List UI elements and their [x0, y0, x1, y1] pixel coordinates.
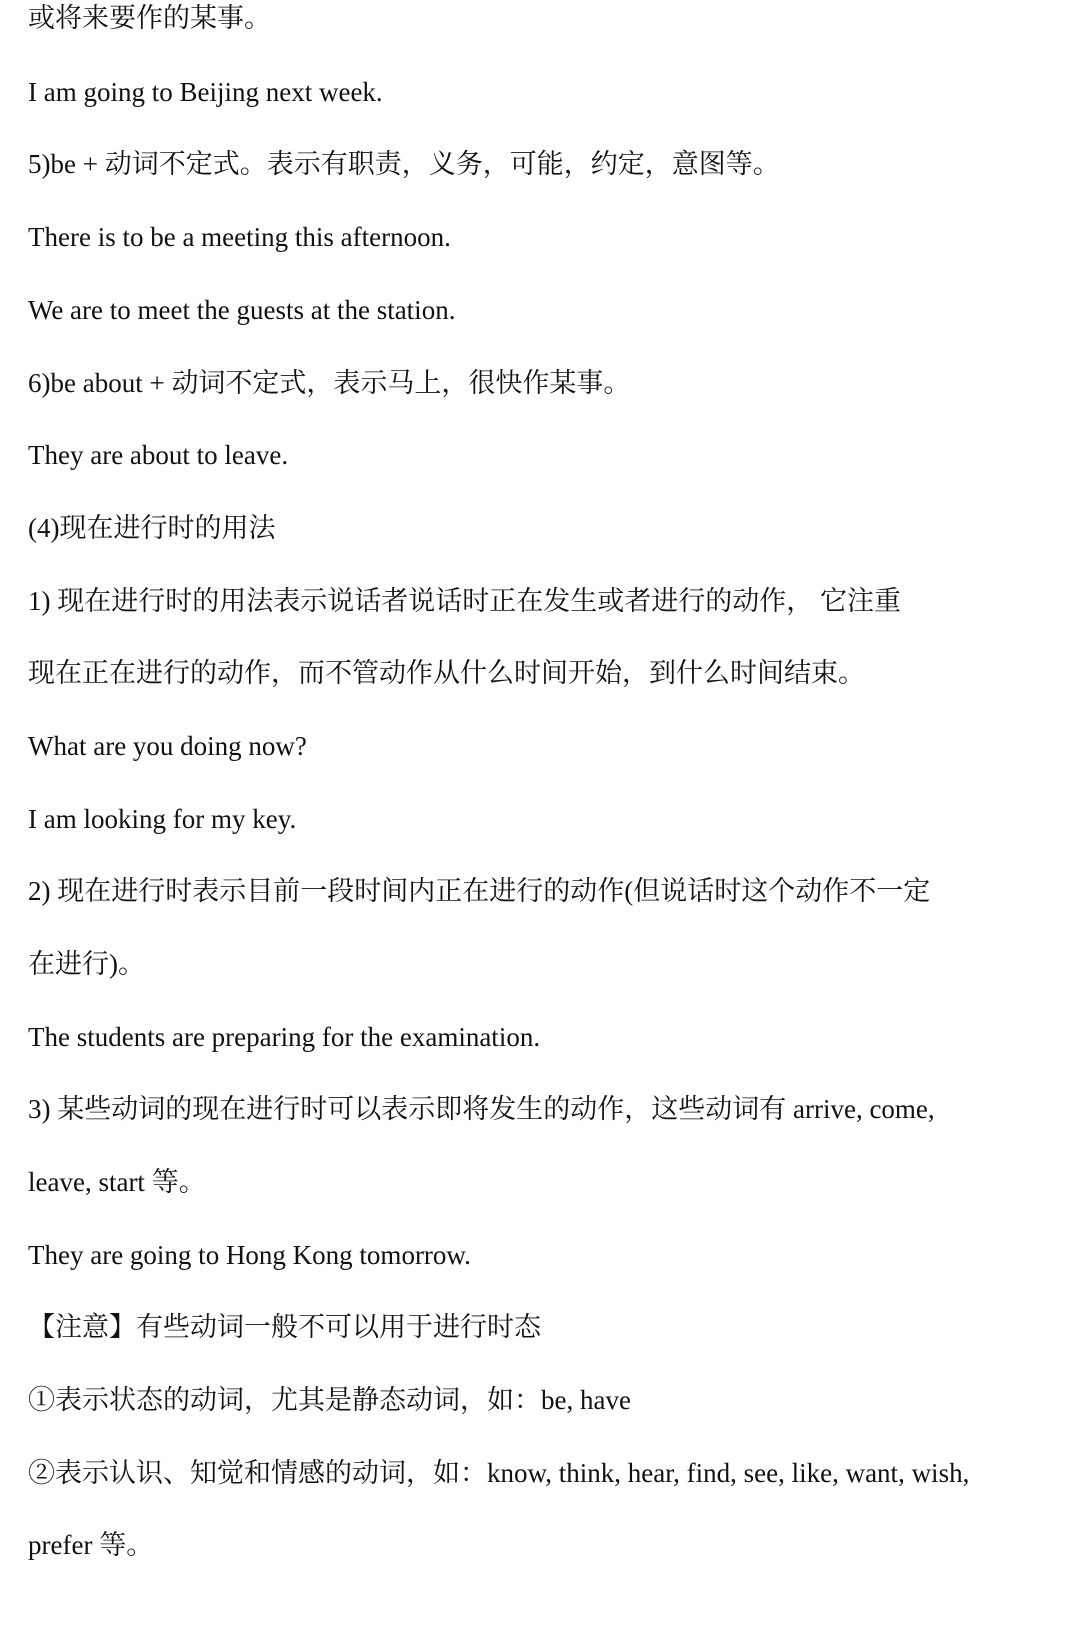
rule-text: 现在正在进行的动作，而不管动作从什么时间开始，到什么时间结束。: [28, 658, 865, 688]
rule-text: 3) 某些动词的现在进行时可以表示即将发生的动作，这些动词有 arrive, come,: [28, 1094, 935, 1124]
rule-text: 2) 现在进行时表示目前一段时间内正在进行的动作(但说话时这个动作不一定: [28, 876, 931, 906]
example-sentence: I am looking for my key.: [28, 804, 297, 834]
example-sentence: There is to be a meeting this afternoon.: [28, 222, 451, 252]
rule-text: 1) 现在进行时的用法表示说话者说话时正在发生或者进行的动作， 它注重: [28, 586, 901, 616]
example-sentence: We are to meet the guests at the station.: [28, 295, 456, 325]
note-heading: 【注意】有些动词一般不可以用于进行时态: [28, 1312, 541, 1342]
rule-text: 在进行)。: [28, 949, 145, 979]
rule-text: leave, start 等。: [28, 1167, 206, 1197]
example-sentence: The students are preparing for the examination.: [28, 1022, 541, 1052]
note-item: ②表示认识、知觉和情感的动词，如：know, think, hear, find, see, like, want, wish,: [28, 1458, 970, 1488]
rule-heading: 5)be + 动词不定式。表示有职责，义务，可能，约定，意图等。: [28, 149, 780, 179]
note-item: ①表示状态的动词，尤其是静态动词，如：be, have: [28, 1385, 631, 1415]
section-heading: (4)现在进行时的用法: [28, 513, 276, 543]
text-line: 或将来要作的某事。: [28, 3, 271, 33]
example-sentence: What are you doing now?: [28, 731, 307, 761]
example-sentence: I am going to Beijing next week.: [28, 77, 383, 107]
example-sentence: They are about to leave.: [28, 440, 289, 470]
example-sentence: They are going to Hong Kong tomorrow.: [28, 1240, 471, 1270]
rule-heading: 6)be about + 动词不定式，表示马上，很快作某事。: [28, 368, 631, 398]
note-item: prefer 等。: [28, 1530, 154, 1560]
